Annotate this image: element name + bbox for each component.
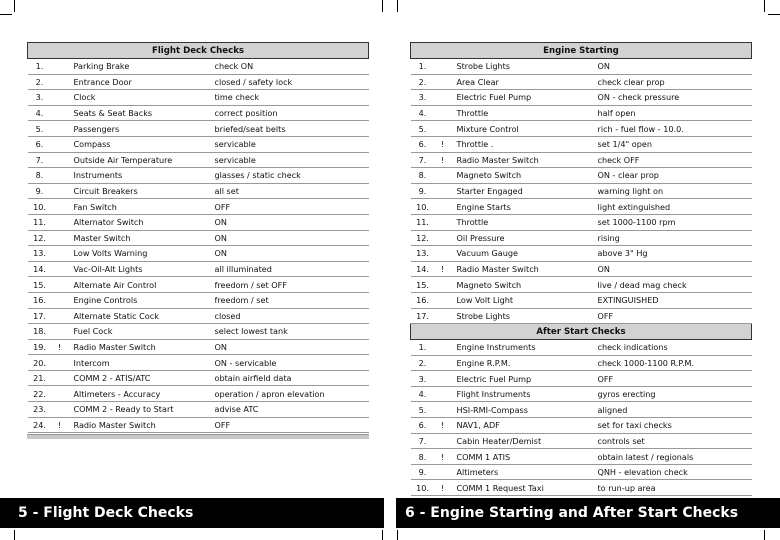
checklist-item: Master Switch <box>70 230 215 246</box>
checklist-action: ON - servicable <box>215 355 369 371</box>
row-number: 16. <box>411 292 433 308</box>
row-number: 3. <box>411 371 433 387</box>
checklist-item: Oil Pressure <box>453 230 598 246</box>
checklist-row <box>28 277 369 293</box>
row-number: 1. <box>411 59 433 75</box>
warning-flag <box>50 168 70 184</box>
checklist-action: set 1/4" open <box>598 136 752 152</box>
checklist-action: freedom / set OFF <box>215 277 369 293</box>
row-number: 17. <box>411 308 433 324</box>
row-number: 10. <box>411 199 433 215</box>
row-number: 2. <box>411 74 433 90</box>
checklist-item: Vac-Oil-Alt Lights <box>70 261 215 277</box>
warning-flag <box>433 74 453 90</box>
row-number: 4. <box>411 386 433 402</box>
warning-flag: ! <box>433 136 453 152</box>
row-number: 8. <box>411 168 433 184</box>
warning-flag <box>50 355 70 371</box>
warning-flag <box>50 59 70 75</box>
row-number: 1. <box>28 59 50 75</box>
checklist-item: Area Clear <box>453 74 598 90</box>
crop-mark <box>397 0 398 12</box>
checklist-row <box>411 308 752 324</box>
checklist-item: Instruments <box>70 168 215 184</box>
checklist-item: Electric Fuel Pump <box>453 371 598 387</box>
row-number: 15. <box>28 277 50 293</box>
checklist-item: Throttle <box>453 214 598 230</box>
checklist-action: check indications <box>598 340 752 356</box>
crop-mark <box>397 530 398 540</box>
checklist-item: Radio Master Switch <box>453 152 598 168</box>
crop-mark <box>768 14 780 15</box>
checklist-body <box>411 340 752 496</box>
checklist-row <box>28 152 369 168</box>
checklist-row <box>28 339 369 355</box>
page-footer: 6 - Engine Starting and After Start Checks <box>396 498 780 528</box>
checklist-row <box>411 464 752 480</box>
checklist-item: Engine Controls <box>70 292 215 308</box>
checklist-row <box>28 261 369 277</box>
warning-flag <box>50 261 70 277</box>
checklist-row <box>28 246 369 262</box>
checklist-item: COMM 1 ATIS <box>453 449 598 465</box>
row-number: 20. <box>28 355 50 371</box>
warning-flag <box>50 277 70 293</box>
checklist-action: closed / safety lock <box>215 74 369 90</box>
checklist-item: Engine Instruments <box>453 340 598 356</box>
checklist-item: Intercom <box>70 355 215 371</box>
checklist-item: Starter Engaged <box>453 183 598 199</box>
checklist-item: Radio Master Switch <box>453 261 598 277</box>
checklist-item: Alternator Switch <box>70 214 215 230</box>
checklist-row <box>28 121 369 137</box>
checklist-action: select lowest tank <box>215 324 369 340</box>
checklist-item: Fuel Cock <box>70 324 215 340</box>
crop-mark <box>14 530 15 540</box>
checklist-action: OFF <box>598 308 752 324</box>
warning-flag <box>50 199 70 215</box>
row-number: 11. <box>411 214 433 230</box>
row-number: 8. <box>28 168 50 184</box>
engine-start-table <box>410 42 752 496</box>
warning-flag: ! <box>433 261 453 277</box>
checklist-row <box>411 246 752 262</box>
row-number: 2. <box>28 74 50 90</box>
warning-flag <box>50 121 70 137</box>
checklist-row <box>411 152 752 168</box>
checklist-row <box>411 355 752 371</box>
row-number: 5. <box>411 402 433 418</box>
row-number: 18. <box>28 324 50 340</box>
warning-flag <box>50 74 70 90</box>
checklist-row <box>28 183 369 199</box>
warning-flag <box>50 292 70 308</box>
checklist-row <box>411 168 752 184</box>
checklist-item: Altimeters <box>453 464 598 480</box>
checklist-action: advise ATC <box>215 402 369 418</box>
checklist-action: OFF <box>598 371 752 387</box>
crop-mark <box>14 0 15 12</box>
checklist-row <box>411 386 752 402</box>
row-number: 7. <box>411 152 433 168</box>
checklist-item: Clock <box>70 90 215 106</box>
warning-flag <box>433 183 453 199</box>
checklist-action: OFF <box>215 417 369 433</box>
flight-deck-table <box>27 42 369 433</box>
checklist-item: HSI-RMI-Compass <box>453 402 598 418</box>
checklist-action: briefed/seat belts <box>215 121 369 137</box>
checklist-action: freedom / set <box>215 292 369 308</box>
checklist-action: operation / apron elevation <box>215 386 369 402</box>
checklist-row <box>28 59 369 75</box>
checklist-action: ON <box>215 230 369 246</box>
page-footer: 5 - Flight Deck Checks <box>0 498 384 528</box>
checklist-row <box>411 230 752 246</box>
checklist-row <box>411 74 752 90</box>
row-number: 23. <box>28 402 50 418</box>
warning-flag <box>50 308 70 324</box>
row-number: 9. <box>411 183 433 199</box>
checklist-row <box>411 90 752 106</box>
checklist-action: all set <box>215 183 369 199</box>
checklist-action: correct position <box>215 105 369 121</box>
checklist-item: Engine R.P.M. <box>453 355 598 371</box>
checklist-item: Alternate Static Cock <box>70 308 215 324</box>
warning-flag <box>433 246 453 262</box>
section-header: Flight Deck Checks <box>28 43 369 59</box>
checklist-action: check 1000-1100 R.P.M. <box>598 355 752 371</box>
checklist-action: obtain airfield data <box>215 370 369 386</box>
checklist-row <box>411 433 752 449</box>
warning-flag <box>50 183 70 199</box>
checklist-action: rich - fuel flow - 10.0. <box>598 121 752 137</box>
row-number: 19. <box>28 339 50 355</box>
checklist-action: above 3" Hg <box>598 246 752 262</box>
checklist-action: EXTINGUISHED <box>598 292 752 308</box>
checklist-item: Electric Fuel Pump <box>453 90 598 106</box>
checklist-row <box>411 105 752 121</box>
checklist-action: ON <box>598 59 752 75</box>
row-number: 3. <box>411 90 433 106</box>
checklist-action: to run-up area <box>598 480 752 496</box>
checklist-item: Circuit Breakers <box>70 183 215 199</box>
row-number: 7. <box>28 152 50 168</box>
checklist-item: Strobe Lights <box>453 59 598 75</box>
checklist-row <box>28 386 369 402</box>
checklist-row <box>28 105 369 121</box>
checklist-action: QNH - elevation check <box>598 464 752 480</box>
warning-flag <box>50 105 70 121</box>
checklist-action: ON <box>215 246 369 262</box>
checklist-item: Throttle . <box>453 136 598 152</box>
checklist-action: set for taxi checks <box>598 418 752 434</box>
row-number: 22. <box>28 386 50 402</box>
section-header: Engine Starting <box>411 43 752 59</box>
checklist-item: Magneto Switch <box>453 168 598 184</box>
checklist-action: ON <box>215 214 369 230</box>
checklist-action: ON <box>215 339 369 355</box>
warning-flag: ! <box>50 339 70 355</box>
warning-flag <box>433 214 453 230</box>
row-number: 13. <box>28 246 50 262</box>
checklist-item: Flight Instruments <box>453 386 598 402</box>
checklist-action: gyros erecting <box>598 386 752 402</box>
row-number: 4. <box>411 105 433 121</box>
checklist-action: live / dead mag check <box>598 277 752 293</box>
checklist-item: Alternate Air Control <box>70 277 215 293</box>
warning-flag <box>50 136 70 152</box>
checklist-action: check clear prop <box>598 74 752 90</box>
warning-flag <box>50 152 70 168</box>
checklist-row <box>28 74 369 90</box>
checklist-item: Parking Brake <box>70 59 215 75</box>
warning-flag: ! <box>433 449 453 465</box>
warning-flag <box>433 340 453 356</box>
checklist-action: check OFF <box>598 152 752 168</box>
warning-flag <box>50 402 70 418</box>
warning-flag <box>50 370 70 386</box>
checklist-row <box>411 59 752 75</box>
checklist-item: Entrance Door <box>70 74 215 90</box>
table-end-bar <box>27 434 369 439</box>
checklist-row <box>28 370 369 386</box>
row-number: 5. <box>411 121 433 137</box>
checklist-row <box>411 340 752 356</box>
checklist-row <box>411 183 752 199</box>
checklist-action: time check <box>215 90 369 106</box>
checklist-row <box>411 277 752 293</box>
warning-flag <box>433 433 453 449</box>
warning-flag <box>433 355 453 371</box>
row-number: 24. <box>28 417 50 433</box>
warning-flag <box>433 277 453 293</box>
checklist-action: servicable <box>215 152 369 168</box>
row-number: 3. <box>28 90 50 106</box>
checklist-item: Engine Starts <box>453 199 598 215</box>
checklist-action: rising <box>598 230 752 246</box>
checklist-row <box>28 136 369 152</box>
row-number: 6. <box>28 136 50 152</box>
checklist-item: Vacuum Gauge <box>453 246 598 262</box>
warning-flag <box>433 308 453 324</box>
checklist-item: Compass <box>70 136 215 152</box>
checklist-row <box>28 90 369 106</box>
row-number: 11. <box>28 214 50 230</box>
warning-flag <box>433 90 453 106</box>
checklist-body <box>411 59 752 324</box>
checklist-item: COMM 2 - ATIS/ATC <box>70 370 215 386</box>
warning-flag: ! <box>433 152 453 168</box>
checklist-row <box>411 214 752 230</box>
checklist-action: controls set <box>598 433 752 449</box>
checklist-item: Low Volts Warning <box>70 246 215 262</box>
engine-start-checklist <box>410 42 752 496</box>
checklist-action: ON - check pressure <box>598 90 752 106</box>
checklist-item: Fan Switch <box>70 199 215 215</box>
row-number: 1. <box>411 340 433 356</box>
checklist-row <box>411 136 752 152</box>
checklist-row <box>28 402 369 418</box>
checklist-item: Magneto Switch <box>453 277 598 293</box>
checklist-action: half open <box>598 105 752 121</box>
row-number: 2. <box>411 355 433 371</box>
row-number: 10. <box>411 480 433 496</box>
checklist-action: OFF <box>215 199 369 215</box>
warning-flag: ! <box>50 417 70 433</box>
checklist-item: COMM 1 Request Taxi <box>453 480 598 496</box>
checklist-action: aligned <box>598 402 752 418</box>
checklist-row <box>28 214 369 230</box>
checklist-action: ON - clear prop <box>598 168 752 184</box>
section-header: After Start Checks <box>411 324 752 340</box>
checklist-action: servicable <box>215 136 369 152</box>
checklist-row <box>28 292 369 308</box>
row-number: 7. <box>411 433 433 449</box>
row-number: 9. <box>411 464 433 480</box>
crop-mark <box>0 14 12 15</box>
row-number: 10. <box>28 199 50 215</box>
warning-flag <box>50 230 70 246</box>
warning-flag <box>433 105 453 121</box>
checklist-row <box>28 324 369 340</box>
checklist-row <box>411 418 752 434</box>
checklist-item: Mixture Control <box>453 121 598 137</box>
warning-flag <box>50 246 70 262</box>
row-number: 13. <box>411 246 433 262</box>
checklist-row <box>28 168 369 184</box>
warning-flag <box>433 371 453 387</box>
checklist-action: glasses / static check <box>215 168 369 184</box>
checklist-item: Cabin Heater/Demist <box>453 433 598 449</box>
checklist-item: Passengers <box>70 121 215 137</box>
checklist-item: Altimeters - Accuracy <box>70 386 215 402</box>
row-number: 14. <box>411 261 433 277</box>
warning-flag <box>433 168 453 184</box>
checklist-row <box>411 449 752 465</box>
warning-flag <box>50 386 70 402</box>
warning-flag <box>433 402 453 418</box>
checklist-row <box>411 371 752 387</box>
crop-mark <box>764 530 765 540</box>
checklist-row <box>411 402 752 418</box>
checklist-item: NAV1, ADF <box>453 418 598 434</box>
checklist-action: set 1000-1100 rpm <box>598 214 752 230</box>
warning-flag <box>50 324 70 340</box>
checklist-item: Radio Master Switch <box>70 339 215 355</box>
checklist-row <box>28 417 369 433</box>
row-number: 15. <box>411 277 433 293</box>
checklist-row <box>28 308 369 324</box>
checklist-row <box>28 230 369 246</box>
warning-flag <box>50 90 70 106</box>
row-number: 6. <box>411 136 433 152</box>
warning-flag <box>433 386 453 402</box>
checklist-row <box>28 355 369 371</box>
crop-mark <box>382 0 383 12</box>
row-number: 8. <box>411 449 433 465</box>
row-number: 16. <box>28 292 50 308</box>
row-number: 4. <box>28 105 50 121</box>
checklist-action: light extinguished <box>598 199 752 215</box>
warning-flag <box>433 59 453 75</box>
warning-flag <box>433 199 453 215</box>
checklist-item: Low Volt Light <box>453 292 598 308</box>
checklist-item: Outside Air Temperature <box>70 152 215 168</box>
row-number: 12. <box>28 230 50 246</box>
checklist-item: Strobe Lights <box>453 308 598 324</box>
checklist-item: COMM 2 - Ready to Start <box>70 402 215 418</box>
checklist-action: obtain latest / regionals <box>598 449 752 465</box>
checklist-action: check ON <box>215 59 369 75</box>
row-number: 9. <box>28 183 50 199</box>
warning-flag <box>50 214 70 230</box>
row-number: 12. <box>411 230 433 246</box>
row-number: 6. <box>411 418 433 434</box>
crop-mark <box>764 0 765 12</box>
warning-flag: ! <box>433 418 453 434</box>
checklist-body <box>28 59 369 433</box>
checklist-row <box>411 199 752 215</box>
warning-flag: ! <box>433 480 453 496</box>
flight-deck-checklist <box>27 42 369 439</box>
checklist-action: warning light on <box>598 183 752 199</box>
checklist-item: Throttle <box>453 105 598 121</box>
checklist-item: Seats & Seat Backs <box>70 105 215 121</box>
row-number: 17. <box>28 308 50 324</box>
warning-flag <box>433 121 453 137</box>
warning-flag <box>433 230 453 246</box>
checklist-row <box>411 261 752 277</box>
checklist-row <box>28 199 369 215</box>
warning-flag <box>433 464 453 480</box>
checklist-row <box>411 292 752 308</box>
checklist-action: ON <box>598 261 752 277</box>
checklist-action: all illuminated <box>215 261 369 277</box>
crop-mark <box>382 530 383 540</box>
row-number: 21. <box>28 370 50 386</box>
checklist-action: closed <box>215 308 369 324</box>
checklist-item: Radio Master Switch <box>70 417 215 433</box>
warning-flag <box>433 292 453 308</box>
checklist-row <box>411 121 752 137</box>
checklist-row <box>411 480 752 496</box>
row-number: 14. <box>28 261 50 277</box>
row-number: 5. <box>28 121 50 137</box>
